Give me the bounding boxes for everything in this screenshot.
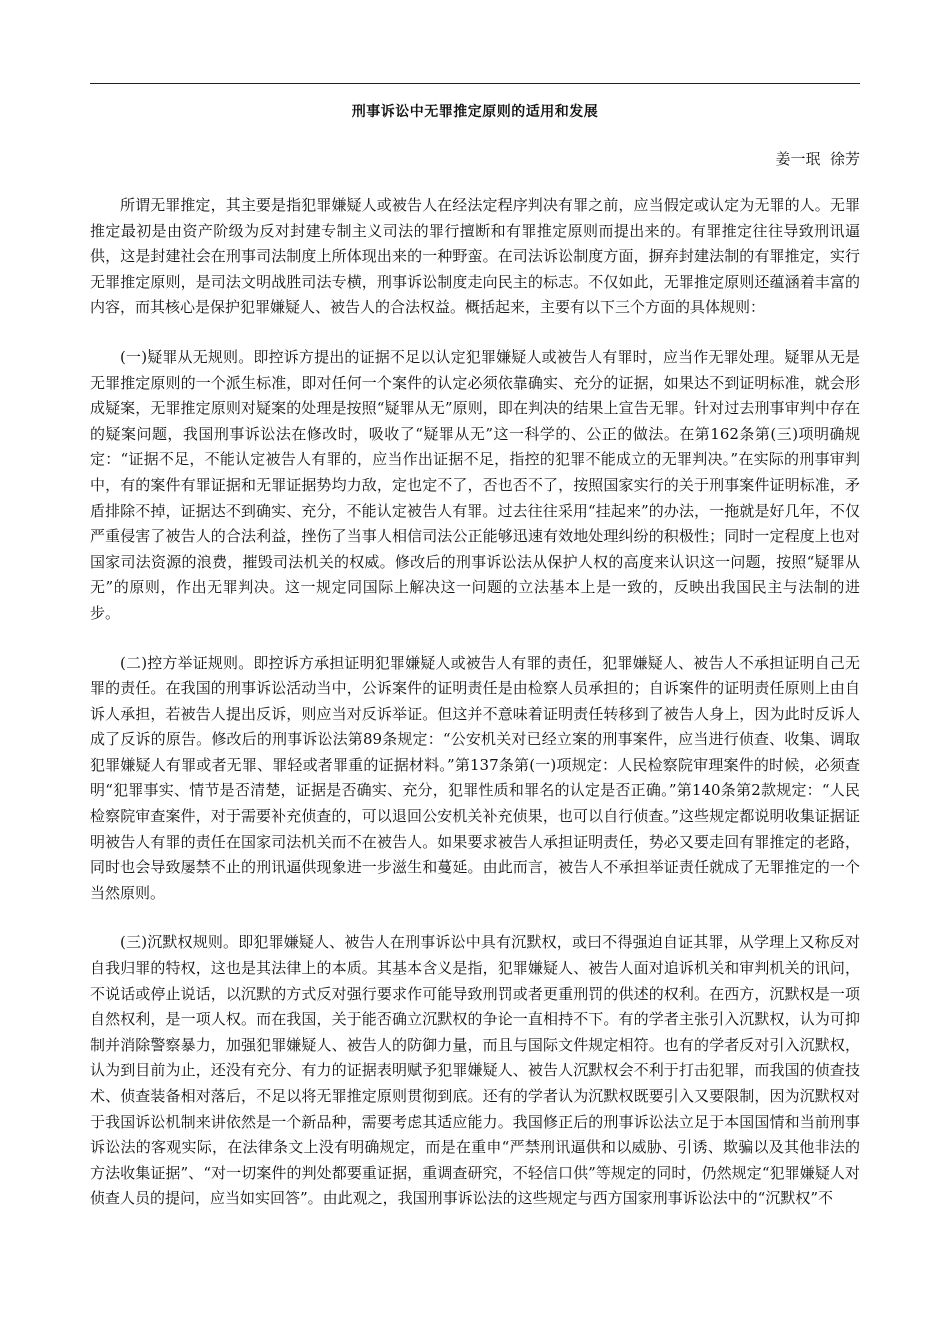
- document-authors: 姜一珉 徐芳: [775, 150, 860, 168]
- document-title: 刑事诉讼中无罪推定原则的适用和发展: [351, 104, 599, 120]
- paragraph-rule-2: (二)控方举证规则。即控诉方承担证明犯罪嫌疑人或被告人有罪的责任，犯罪嫌疑人、被告人不承担证明自己无罪的责任。在我国的刑事诉讼活动当中，公诉案件的证明责任是由检察人员承担的；自诉案件的证明责任原则上由自诉人承担，若被告人提出反诉，则应当对反诉举证。但这并不意味着证明责任转移到了被告人身上，因为此时反诉人成了反诉的原告。修改后的刑事诉讼法第89条规定：“公安机关对已经立案的刑事案件，应当进行侦查、收集、调取犯罪嫌疑人有罪或者无罪、罪轻或者罪重的证据材料。”第137条第(一)项规定：人民检察院审理案件的时候，必须查明“犯罪事实、情节是否清楚，证据是否确实、充分，犯罪性质和罪名的认定是否正确。”第140条第2款规定：“人民检察院审查案件，对于需要补充侦查的，可以退回公安机关补充侦果，也可以自行侦查。”这些规定都说明收集证据证明被告人有罪的责任在国家司法机关而不在被告人。如果要求被告人承担证明责任，势必又要走回有罪推定的老路，同时也会导致屡禁不止的刑讯逼供现象进一步滋生和蔓延。由此而言，被告人不承担举证责任就成了无罪推定的一个当然原则。: [90, 653, 860, 902]
- paragraph-intro: 所谓无罪推定，其主要是指犯罪嫌疑人或被告人在经法定程序判决有罪之前，应当假定或认定为无罪的人。无罪推定最初是由资产阶级为反对封建专制主义司法的罪行擅断和有罪推定原则而提出来的。有罪推定往往导致刑讯逼供，这是封建社会在刑事司法制度上所体现出来的一种野蛮。在司法诉讼制度方面，摒弃封建法制的有罪推定，实行无罪推定原则，是司法文明战胜司法专横，刑事诉讼制度走向民主的标志。不仅如此，无罪推定原则还蕴涵着丰富的内容，而其核心是保护犯罪嫌疑人、被告人的合法权益。概括起来，主要有以下三个方面的具体规则：: [90, 196, 860, 317]
- paragraph-rule-3: (三)沉默权规则。即犯罪嫌疑人、被告人在刑事诉讼中具有沉默权，或曰不得强迫自证其罪，从学理上又称反对自我归罪的特权，这也是其法律上的本质。其基本含义是指，犯罪嫌疑人、被告人面对追诉机关和审判机关的讯问，不说话或停止说话，以沉默的方式反对强行要求作可能导致刑罚或者更重刑罚的供述的权利。在西方，沉默权是一项自然权利，是一项人权。而在我国，关于能否确立沉默权的争论一直相持不下。有的学者主张引入沉默权，认为可抑制并消除警察暴力，加强犯罪嫌疑人、被告人的防御力量，而且与国际文件规定相符。也有的学者反对引入沉默权，认为到目前为止，还没有充分、有力的证据表明赋予犯罪嫌疑人、被告人沉默权会不利于打击犯罪，而我国的侦查技术、侦查装备相对落后，不足以将无罪推定原则贯彻到底。还有的学者认为沉默权既要引入又要限制，因为沉默权对于我国诉讼机制来讲依然是一个新品种，需要考虑其适应能力。我国修正后的刑事诉讼法立足于本国国情和当前刑事诉讼法的客观实际，在法律条文上没有明确规定，而是在重申“严禁刑讯逼供和以威胁、引诱、欺骗以及其他非法的方法收集证据”、“对一切案件的判处都要重证据，重调查研究，不轻信口供”等规定的同时，仍然规定“犯罪嫌疑人对侦查人员的提问，应当如实回答”。由此观之，我国刑事诉讼法的这些规定与西方国家刑事诉讼法中的“沉默权”不: [90, 933, 860, 1208]
- paragraph-rule-1: (一)疑罪从无规则。即控诉方提出的证据不足以认定犯罪嫌疑人或被告人有罪时，应当作无罪处理。疑罪从无是无罪推定原则的一个派生标准，即对任何一个案件的认定必须依靠确实、充分的证据，如果达不到证明标准，就会形成疑案，无罪推定原则对疑案的处理是按照“疑罪从无”原则，即在判决的结果上宣告无罪。针对过去刑事审判中存在的疑案问题，我国刑事诉讼法在修改时，吸收了“疑罪从无”这一科学的、公正的做法。在第162条第(三)项明确规定：“证据不足，不能认定被告人有罪的，应当作出证据不足，指控的犯罪不能成立的无罪判决。”在实际的刑事审判中，有的案件有罪证据和无罪证据势均力敌，定也定不了，否也否不了，按照国家实行的关于刑事案件证明标准，矛盾排除不掉，证据达不到确实、充分，不能认定被告人有罪。过去往往采用“挂起来”的办法，一拖就是好几年，不仅严重侵害了被告人的合法利益，挫伤了当事人相信司法公正能够迅速有效地处理纠纷的积极性；同时一定程度上也对国家司法资源的浪费，摧毁司法机关的权威。修改后的刑事诉讼法从保护人权的高度来认识这一问题，按照“疑罪从无”的原则，作出无罪判决。这一规定同国际上解决这一问题的立法基本上是一致的，反映出我国民主与法制的进步。: [90, 347, 860, 622]
- header-rule: [90, 83, 860, 84]
- document-body: [90, 193, 860, 1236]
